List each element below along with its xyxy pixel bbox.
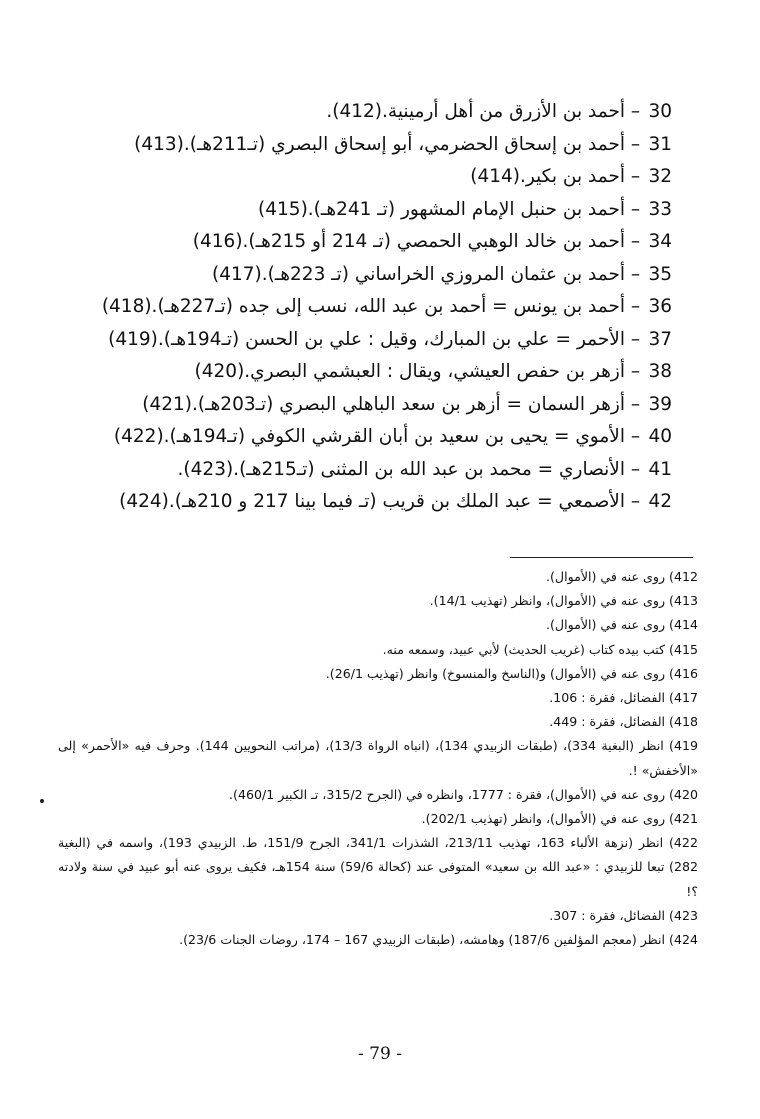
entry-text: – الأموي = يحيى بن سعيد بن أبان القرشي الكوفي (تـ194هـ).(422) [113,426,641,447]
footnote-424: 424) انظر (معجم المؤلفين 187/6) وهامشه، (طبقات الزبيدي 167 – 174، روضات الجنات 23/6). [179,932,698,948]
entry-number: 42 [648,491,672,512]
entry-number: 38 [648,361,672,382]
entry-number: 39 [648,393,672,415]
entry-text: – أزهر السمان = أزهر بن سعد الباهلي البصري (تـ203هـ).(421) [142,393,641,415]
entry-number: 36 [648,296,672,317]
entry-number: 37 [648,328,672,350]
footnote-421: 421) روى عنه في (الأموال)، وانظر (تهذيب 202/1). [421,811,698,827]
entry-39 [52,389,672,422]
footnote-423: 423) الفضائل، فقرة : 307. [549,907,698,923]
entry-number: 35 [648,263,672,285]
entry-38 [52,356,672,389]
entry-number: 41 [648,458,672,480]
footnote-414: 414) روى عنه في (الأموال). [546,617,698,633]
entry-text: – الأصمعي = عبد الملك بن قريب (تـ فيما بينا 217 و 210هـ).(424) [119,491,641,512]
entry-number: 30 [648,101,672,122]
entry-34 [52,226,672,259]
footnote-418: 418) الفضائل، فقرة : 449. [549,714,698,730]
entry-number: 34 [648,231,672,252]
entry-36 [52,291,672,324]
footnote-417: 417) الفضائل، فقرة : 106. [549,690,698,706]
entry-text: – أحمد بن بكير.(414) [470,166,641,187]
entry-37 [52,324,672,357]
entry-35 [52,259,672,292]
footnote-415: 415) كتب بيده كتاب (غريب الحديث) لأبي عبيد، وسمعه منه. [382,641,698,657]
footnote-422: 422) انظر (نزهة الألباء 163، تهذيب 213/11، الشذرات 341/1، الجرح 151/9، ط. الزبيدي 193)، واسمه في (البغية 282) تبعا للزبيدي : «عبد الله بن سعيد» المتوفى عند (كحالة 59/6) سنة 154هـ، فكيف يروى عنه أبو عبيد في سنة ولادته ؟! [58,835,698,899]
footnote-list [58,565,698,952]
entry-number: 40 [648,426,672,447]
entry-text: – الأحمر = علي بن المبارك، وقيل : علي بن الحسن (تـ194هـ).(419) [108,328,641,350]
entry-text: – أحمد بن حنبل الإمام المشهور (تـ 241هـ).(415) [258,198,641,220]
entry-31 [52,129,672,162]
footnote-420: 420) روى عنه في (الأموال)، فقرة : 1777، وانظره في (الجرح 315/2، تـ الكبير 460/1). [229,786,698,802]
entry-text: – الأنصاري = محمد بن عبد الله بن المثنى (تـ215هـ).(423). [177,458,641,480]
entry-30 [52,96,672,129]
entry-40 [52,421,672,454]
footnote-413: 413) روى عنه في (الأموال)، وانظر (تهذيب 14/1). [429,593,698,609]
page-number: - 79 - [358,1044,402,1064]
stray-ink-mark [40,799,44,803]
entry-33 [52,194,672,227]
entry-text: – أحمد بن إسحاق الحضرمي، أبو إسحاق البصري (تـ211هـ).(413) [134,133,641,155]
footnote-412: 412) روى عنه في (الأموال). [546,569,698,584]
entry-number: 32 [648,166,672,187]
entry-32 [52,161,672,194]
footnote-divider [510,557,693,558]
biography-entry-list [52,96,672,519]
footnote-416: 416) روى عنه في (الأموال) و(الناسخ والمنسوخ) وانظر (تهذيب 26/1). [325,665,698,681]
entry-text: – أحمد بن عثمان المروزي الخراساني (تـ 223هـ).(417) [212,263,641,285]
entry-number: 33 [648,198,672,220]
entry-text: – أحمد بن يونس = أحمد بن عبد الله، نسب إلى جده (تـ227هـ).(418) [101,296,641,317]
entry-42 [52,486,672,519]
entry-text: – أحمد بن الأزرق من أهل أرمينية.(412). [326,101,641,122]
entry-number: 31 [648,133,672,155]
entry-41 [52,454,672,487]
entry-text: – أزهر بن حفص العيشي، ويقال : العبشمي البصري.(420) [194,361,641,382]
footnote-419: 419) انظر (البغية 334)، (طبقات الزبيدي 134)، (انباه الرواة 13/3)، (مراتب النحويين 144). وحرف فيه «الأحمر» إلى «الأخفش» !. [58,738,698,778]
entry-text: – أحمد بن خالد الوهبي الحمصي (تـ 214 أو 215هـ).(416) [192,231,641,252]
